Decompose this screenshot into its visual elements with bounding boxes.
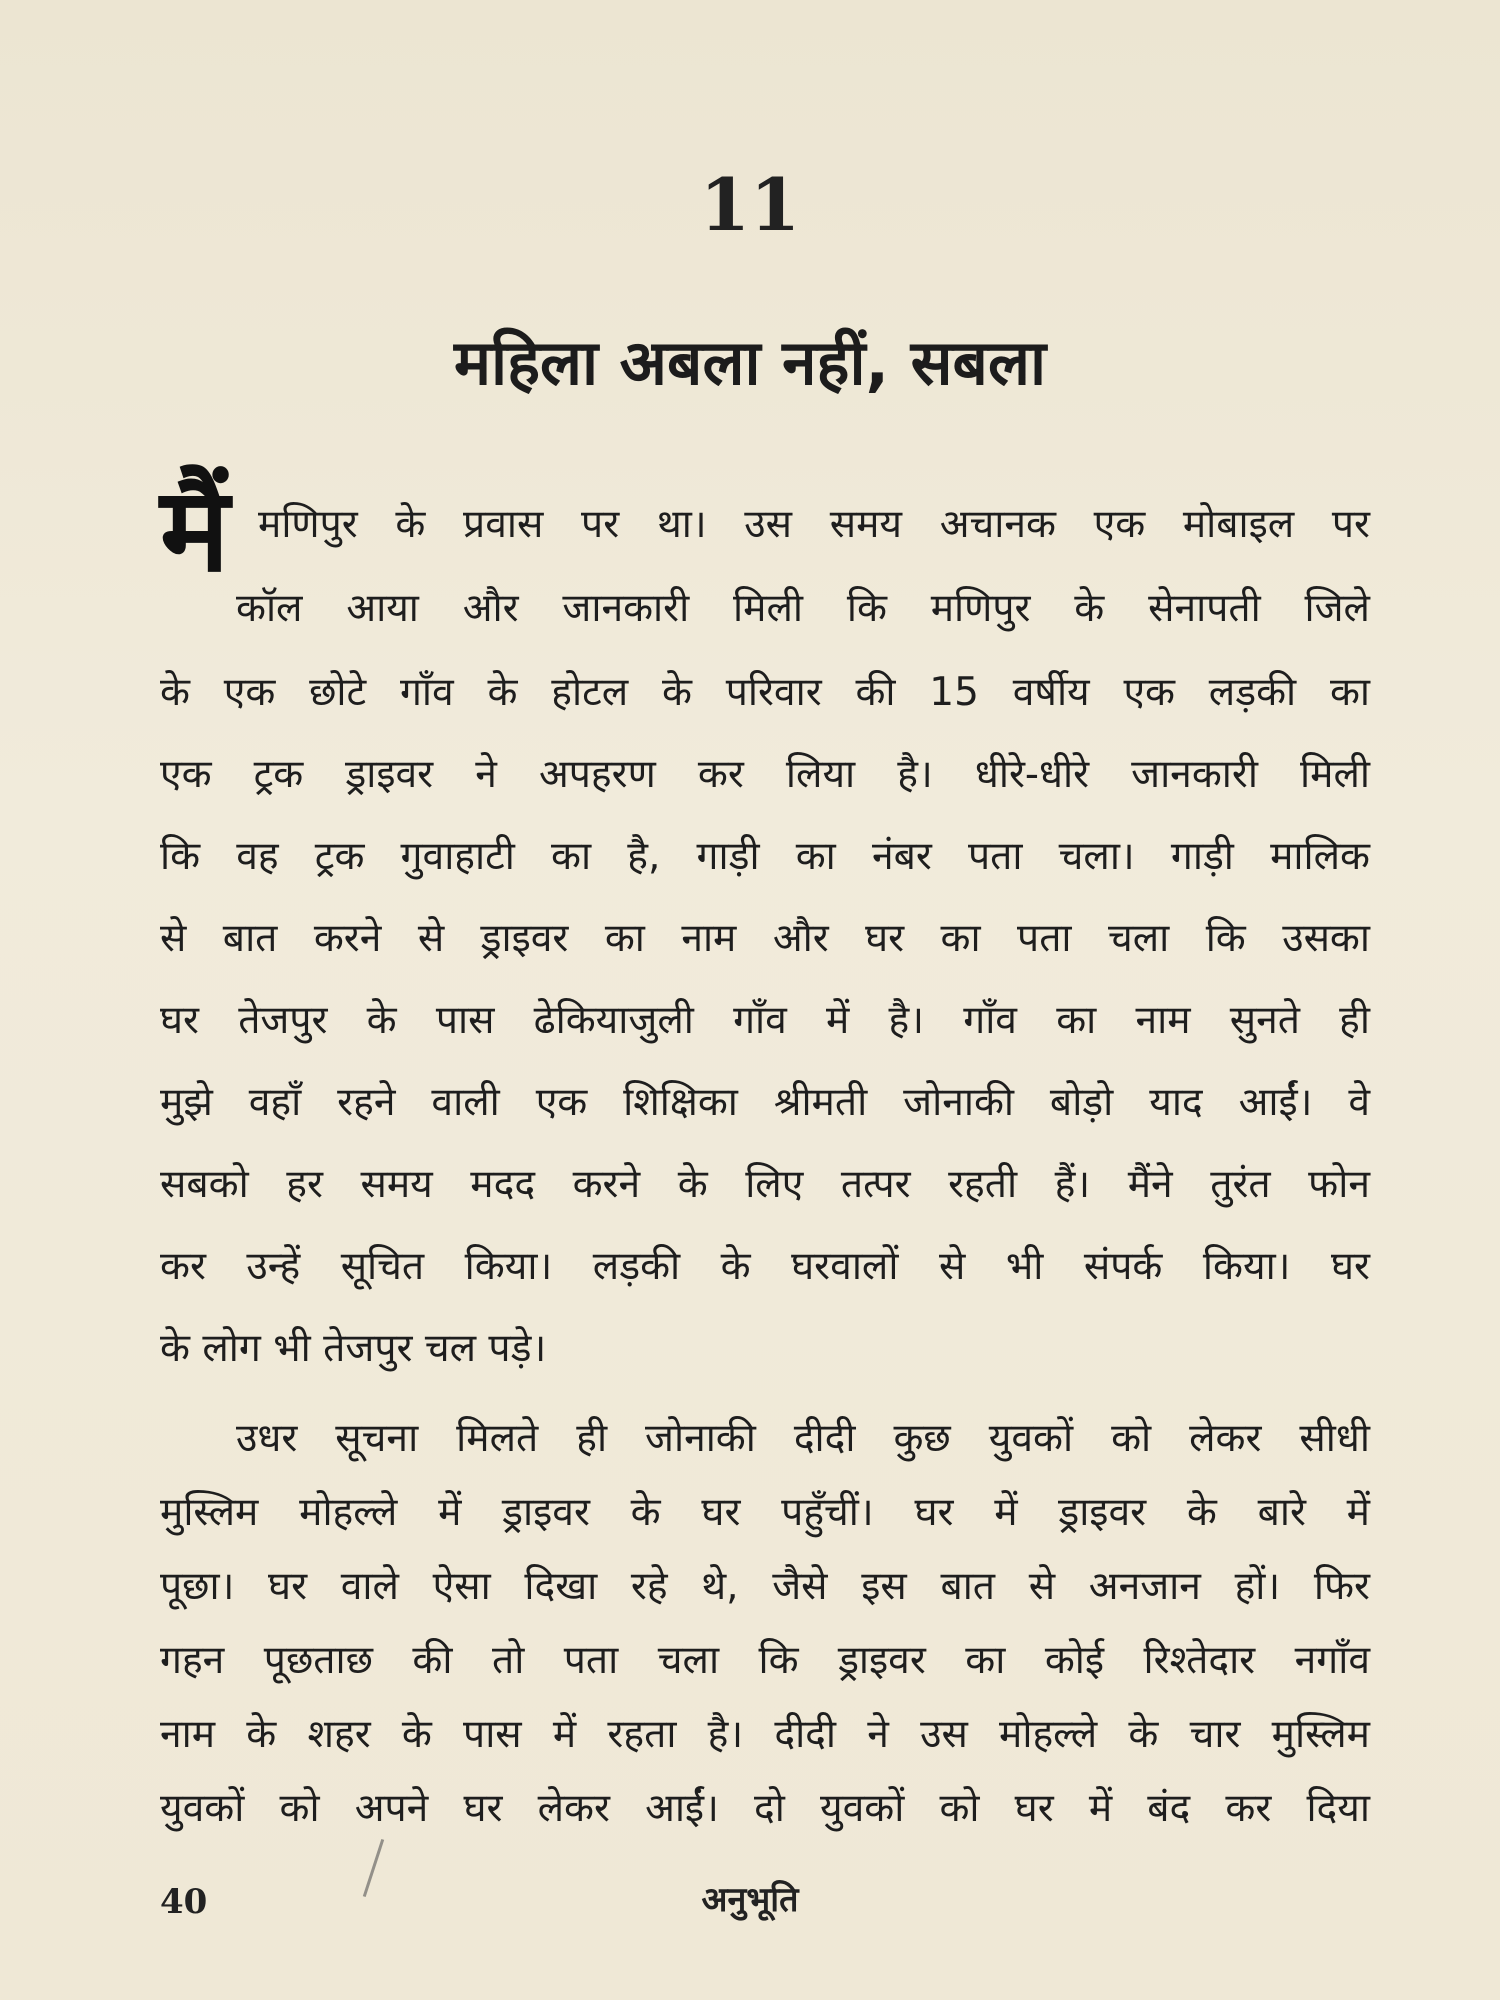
paragraph-line: एक ट्रक ड्राइवर ने अपहरण कर लिया है। धीरे-धीरे जानकारी मिली bbox=[160, 752, 1370, 797]
paragraph-line: घर तेजपुर के पास ढेकियाजुली गाँव में है। गाँव का नाम सुनते ही bbox=[160, 998, 1370, 1043]
paragraph-line: उधर सूचना मिलते ही जोनाकी दीदी कुछ युवकों को लेकर सीधी bbox=[236, 1416, 1370, 1461]
page-number: 40 bbox=[160, 1882, 208, 1922]
paragraph-line: से बात करने से ड्राइवर का नाम और घर का पता चला कि उसका bbox=[160, 916, 1370, 961]
paragraph-line: मणिपुर के प्रवास पर था। उस समय अचानक एक मोबाइल पर bbox=[258, 502, 1370, 547]
chapter-title: महिला अबला नहीं, सबला bbox=[453, 326, 1047, 399]
book-title: अनुभूति bbox=[701, 1880, 799, 1920]
paragraph-line: गहन पूछताछ की तो पता चला कि ड्राइवर का कोई रिश्तेदार नगाँव bbox=[160, 1638, 1370, 1683]
paragraph-line: के लोग भी तेजपुर चल पड़े। bbox=[160, 1326, 547, 1371]
paragraph-line: सबको हर समय मदद करने के लिए तत्पर रहती हैं। मैंने तुरंत फोन bbox=[160, 1162, 1370, 1207]
paragraph-line: कि वह ट्रक गुवाहाटी का है, गाड़ी का नंबर पता चला। गाड़ी मालिक bbox=[160, 834, 1370, 879]
drop-cap: मैं bbox=[160, 463, 230, 598]
paragraph-line: कॉल आया और जानकारी मिली कि मणिपुर के सेनापती जिले bbox=[236, 586, 1370, 631]
paragraph-line: पूछा। घर वाले ऐसा दिखा रहे थे, जैसे इस बात से अनजान हों। फिर bbox=[160, 1564, 1370, 1609]
paragraph-line: के एक छोटे गाँव के होटल के परिवार की 15 वर्षीय एक लड़की का bbox=[160, 670, 1370, 715]
paragraph-line: कर उन्हें सूचित किया। लड़की के घरवालों से भी संपर्क किया। घर bbox=[160, 1244, 1370, 1289]
paragraph-line: मुझे वहाँ रहने वाली एक शिक्षिका श्रीमती जोनाकी बोड़ो याद आईं। वे bbox=[160, 1080, 1370, 1125]
chapter-number: 11 bbox=[699, 162, 801, 247]
paragraph-line: नाम के शहर के पास में रहता है। दीदी ने उस मोहल्ले के चार मुस्लिम bbox=[160, 1712, 1370, 1757]
paragraph-line: मुस्लिम मोहल्ले में ड्राइवर के घर पहुँचीं। घर में ड्राइवर के बारे में bbox=[160, 1490, 1370, 1535]
paragraph-line: युवकों को अपने घर लेकर आईं। दो युवकों को घर में बंद कर दिया bbox=[160, 1786, 1370, 1831]
